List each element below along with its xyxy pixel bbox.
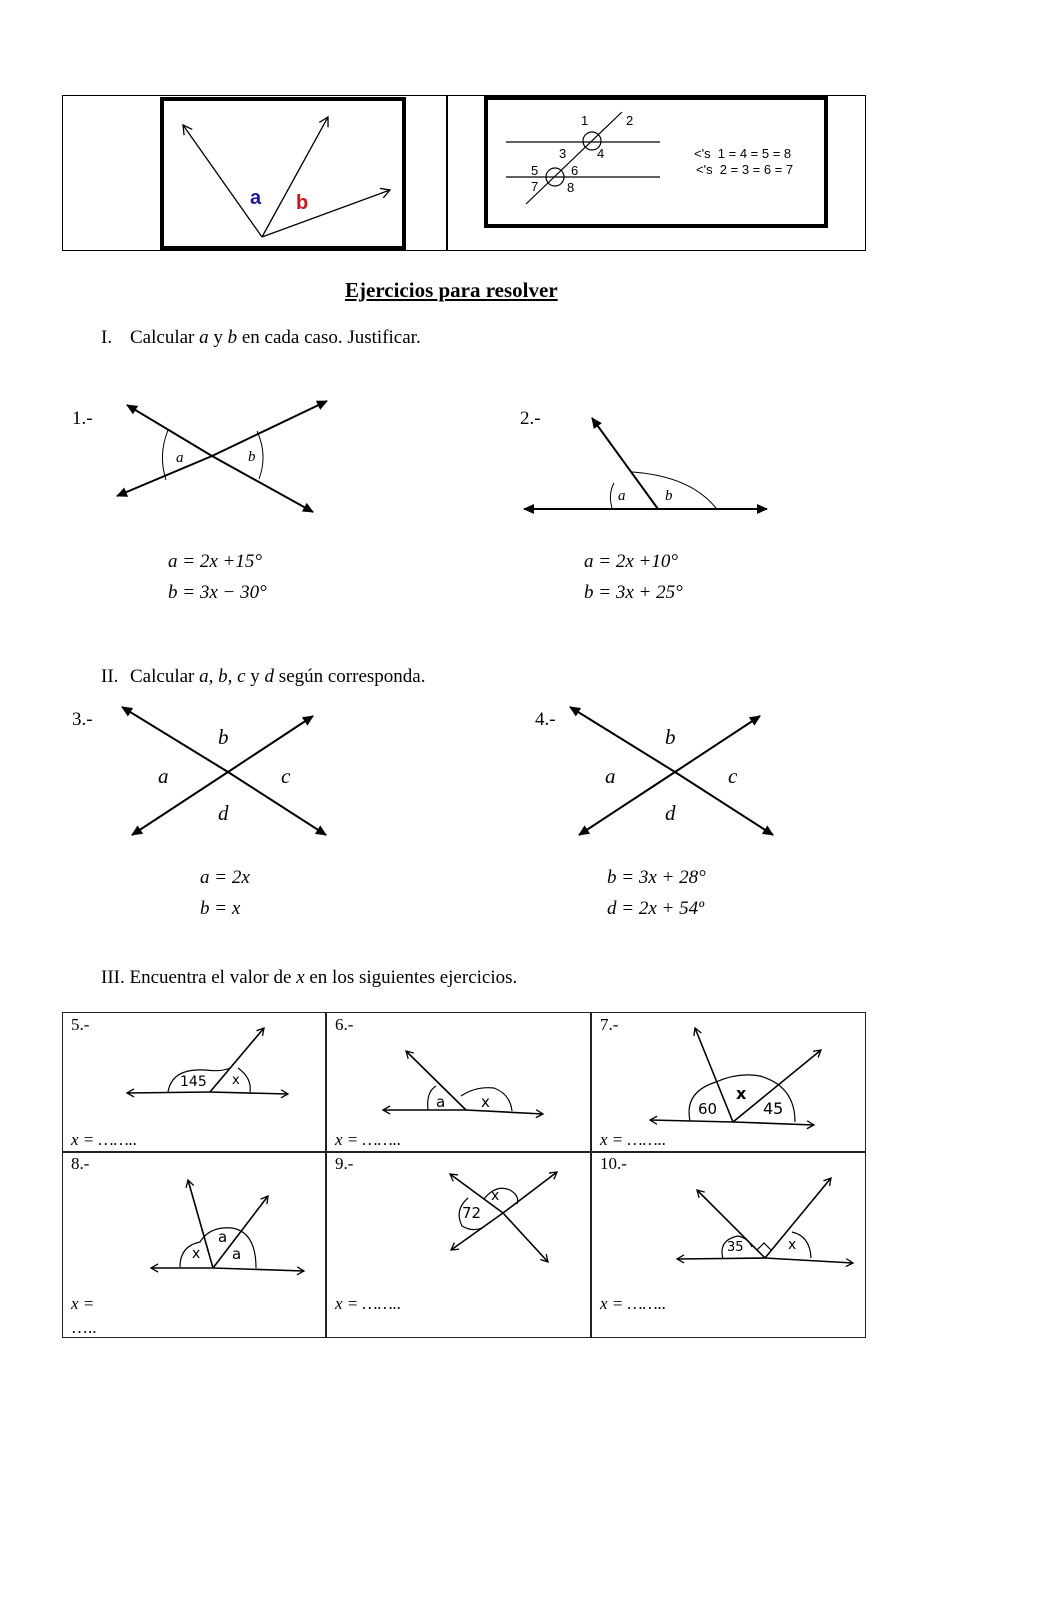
exercise-4-label-d: d xyxy=(665,801,676,825)
exercise-8-label-a-right: a xyxy=(232,1245,242,1263)
parallel-relation-1: <'s 1 = 4 = 5 = 8 xyxy=(694,146,792,161)
exercise-4-equation-d: d = 2x + 54º xyxy=(607,898,704,919)
exercise-8-label-x: x xyxy=(192,1246,201,1262)
exercise-9-number: 9.- xyxy=(335,1154,354,1173)
exercise-3-label-c: c xyxy=(281,764,291,788)
exercise-2-equation-b: b = 3x + 25° xyxy=(584,582,683,603)
exercise-1-number: 1.- xyxy=(72,408,93,429)
parallel-num-4: 4 xyxy=(597,146,605,161)
exercise-10-answer[interactable]: x = …….. xyxy=(600,1294,667,1313)
exercise-4-label-c: c xyxy=(728,764,738,788)
exercise-5-label-145: 145 xyxy=(180,1074,207,1090)
exercise-5-number: 5.- xyxy=(71,1015,90,1034)
parallel-num-8: 8 xyxy=(567,180,575,195)
exercise-4-label-a: a xyxy=(605,764,616,788)
exercise-6-label-x: x xyxy=(481,1093,490,1111)
section-3-numeral: III. xyxy=(101,967,125,988)
exercise-10-label-x: x xyxy=(788,1237,797,1253)
exercise-10-diagram xyxy=(677,1178,853,1263)
exercise-6-label-a: a xyxy=(436,1093,446,1111)
exercise-2-equation-a: a = 2x +10° xyxy=(584,551,678,572)
section-1-var-b: b xyxy=(227,327,238,348)
section-2-text-mid: y xyxy=(245,666,265,687)
exercise-8-answer[interactable]: x = xyxy=(71,1294,95,1313)
exercise-7-label-x: x xyxy=(736,1084,747,1103)
exercise-4-number: 4.- xyxy=(535,709,556,730)
exercise-1-equation-a: a = 2x +15° xyxy=(168,551,262,572)
page-title: Ejercicios para resolver xyxy=(345,278,558,302)
exercise-5-label-x: x xyxy=(232,1073,240,1088)
exercise-2-label-a: a xyxy=(618,488,626,504)
exercise-7-label-45: 45 xyxy=(763,1099,784,1118)
exercise-6-number: 6.- xyxy=(335,1015,354,1034)
section-1-numeral: I. xyxy=(101,327,113,348)
exercise-1-equation-b: b = 3x − 30° xyxy=(168,582,267,603)
exercise-10-label-35: 35 xyxy=(727,1240,744,1255)
exercise-3-label-b: b xyxy=(218,725,229,749)
parallel-num-1: 1 xyxy=(581,113,589,128)
section-2-numeral: II. xyxy=(101,666,119,687)
exercise-4-equation-b: b = 3x + 28° xyxy=(607,867,706,888)
parallel-num-2: 2 xyxy=(626,113,634,128)
section-3-var-x: x xyxy=(296,967,305,988)
parallel-num-3: 3 xyxy=(559,146,567,161)
section-1-text-pre: Calcular xyxy=(130,327,200,348)
parallel-num-5: 5 xyxy=(531,163,539,178)
exercise-4-label-b: b xyxy=(665,725,676,749)
exercise-3-number: 3.- xyxy=(72,709,93,730)
section-3-text-post: en los siguientes ejercicios. xyxy=(304,967,518,988)
exercise-7-answer[interactable]: x = …….. xyxy=(600,1130,667,1149)
exercise-6-diagram xyxy=(383,1051,543,1114)
section-3-text-pre: Encuentra el valor de xyxy=(124,967,297,988)
exercise-10-number: 10.- xyxy=(600,1154,627,1173)
section-1-var-a: a xyxy=(199,327,209,348)
exercise-5-answer[interactable]: x = …….. xyxy=(71,1130,138,1149)
exercise-1-label-a: a xyxy=(176,450,184,466)
exercise-9-answer[interactable]: x = …….. xyxy=(335,1294,402,1313)
exercise-7-diagram xyxy=(650,1028,821,1125)
section-2-var-d: d xyxy=(264,666,275,687)
section-2-text-pre: Calcular xyxy=(130,666,200,687)
exercise-5-diagram xyxy=(127,1028,288,1094)
exercise-8-number: 8.- xyxy=(71,1154,90,1173)
exercise-6-answer[interactable]: x = …….. xyxy=(335,1130,402,1149)
exercise-2-label-b: b xyxy=(665,488,673,504)
parallel-num-6: 6 xyxy=(571,163,579,178)
exercise-8-answer-dots[interactable]: ….. xyxy=(71,1318,97,1337)
exercise-9-label-72: 72 xyxy=(462,1204,482,1222)
parallel-num-7: 7 xyxy=(531,179,539,194)
exercise-3-label-d: d xyxy=(218,801,229,825)
section-1-text-mid: y xyxy=(208,327,228,348)
exercise-7-label-60: 60 xyxy=(698,1100,718,1118)
exercise-3-equation-a: a = 2x xyxy=(200,867,250,888)
exercise-9-label-x: x xyxy=(491,1188,500,1204)
adjacent-label-b: b xyxy=(296,192,309,214)
exercise-2-number: 2.- xyxy=(520,408,541,429)
exercise-8-diagram xyxy=(151,1180,304,1271)
exercise-3-label-a: a xyxy=(158,764,169,788)
exercise-8-label-a-top: a xyxy=(218,1228,228,1246)
section-2-vars: a, b, c xyxy=(199,666,246,687)
exercise-3-equation-b: b = x xyxy=(200,898,241,919)
section-2-text-post: según corresponda. xyxy=(274,666,426,687)
adjacent-label-a: a xyxy=(250,187,262,209)
exercise-7-number: 7.- xyxy=(600,1015,619,1034)
parallel-relation-2: <'s 2 = 3 = 6 = 7 xyxy=(696,162,794,177)
section-1-text-post: en cada caso. Justificar. xyxy=(237,327,421,348)
exercise-1-label-b: b xyxy=(248,449,256,465)
